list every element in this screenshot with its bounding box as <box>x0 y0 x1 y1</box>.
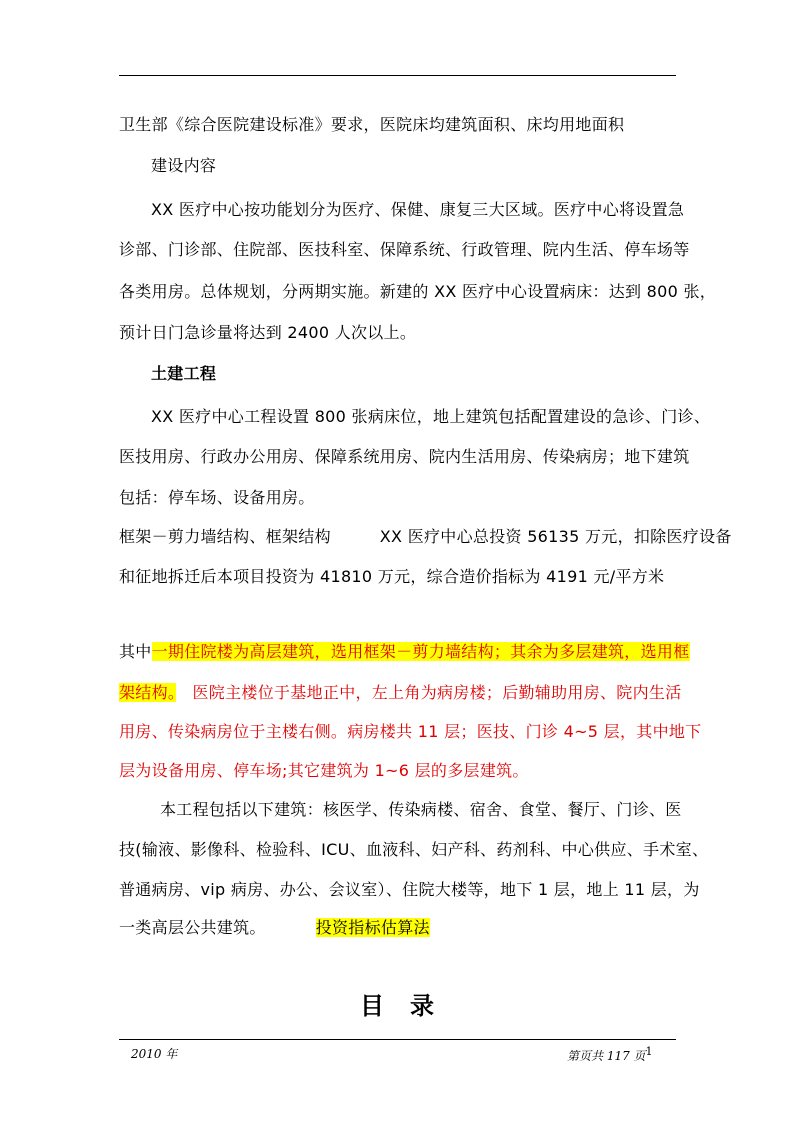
footer-page-info <box>567 1045 653 1064</box>
paragraph-line: 卫生部《综合医院建设标准》要求，医院床均建筑面积、床均用地面积 <box>119 115 625 134</box>
red-text: 医院主楼位于基地正中，左上角为病房楼；后勤辅助用房、院内生活 <box>176 683 682 702</box>
footer-rule <box>119 1039 676 1040</box>
paragraph-line: 诊部、门诊部、住院部、医技科室、保障系统、行政管理、院内生活、停车场等 <box>119 240 690 259</box>
paragraph-line: 预计日门急诊量将达到 2400 人次以上。 <box>119 323 417 342</box>
paragraph-line: XX 医疗中心按功能划分为医疗、保健、康复三大区域。医疗中心将设置急 <box>151 200 685 219</box>
paragraph-text: 一类高层公共建筑。 <box>119 918 266 937</box>
paragraph-line: 和征地拆迁后本项目投资为 41810 万元，综合造价指标为 4191 元/平方米 <box>119 567 665 586</box>
investment-estimate-method-label: 投资指标估算法 <box>315 918 430 937</box>
paragraph-line <box>119 918 430 938</box>
highlighted-text: 架结构。 <box>119 683 177 702</box>
toc-title: 目录 <box>360 991 460 1020</box>
red-para-prefix: 其中 <box>119 642 152 661</box>
paragraph-line: 医技用房、行政办公用房、保障系统用房、院内生活用房、传染病房；地下建筑 <box>119 447 690 466</box>
footer-year: 2010 年 <box>131 1047 178 1061</box>
red-paragraph-line: 层为设备用房、停车场;其它建筑为 1~6 层的多层建筑。 <box>119 761 529 780</box>
red-paragraph-line <box>119 642 690 662</box>
paragraph-line: 技(输液、影像科、检验科、ICU、血液科、妇产科、药剂科、中心供应、手术室、 <box>119 840 709 859</box>
section-heading-civil-engineering: 土建工程 <box>151 364 217 383</box>
paragraph-line: 包括：停车场、设备用房。 <box>119 488 315 507</box>
paragraph-line: 本工程包括以下建筑：核医学、传染病楼、宿舍、食堂、餐厅、门诊、医 <box>160 800 682 819</box>
paragraph-line: 各类用房。总体规划，分两期实施。新建的 XX 医疗中心设置病床：达到 800 张， <box>119 282 717 301</box>
paragraph-line: 框架－剪力墙结构、框架结构 XX 医疗中心总投资 56135 万元，扣除医疗设备 <box>119 527 732 546</box>
paragraph-line: 普通病房、vip 病房、办公、会议室）、住院大楼等，地下 1 层，地上 11 层，为 <box>119 880 700 899</box>
footer-page-number: 1 <box>645 1045 653 1058</box>
red-paragraph-line <box>119 683 682 703</box>
paragraph-line: XX 医疗中心工程设置 800 张病床位，地上建筑包括配置建设的急诊、门诊、 <box>151 407 711 426</box>
highlighted-text: 一期住院楼为高层建筑，选用框架－剪力墙结构；其余为多层建筑，选用框 <box>151 642 690 661</box>
header-rule <box>119 75 676 76</box>
footer-page-text: 第页共 117 页 <box>567 1049 646 1063</box>
section-heading-construction-content: 建设内容 <box>151 156 217 175</box>
red-paragraph-line: 用房、传染病房位于主楼右侧。病房楼共 11 层；医技、门诊 4~5 层，其中地下 <box>119 722 702 741</box>
